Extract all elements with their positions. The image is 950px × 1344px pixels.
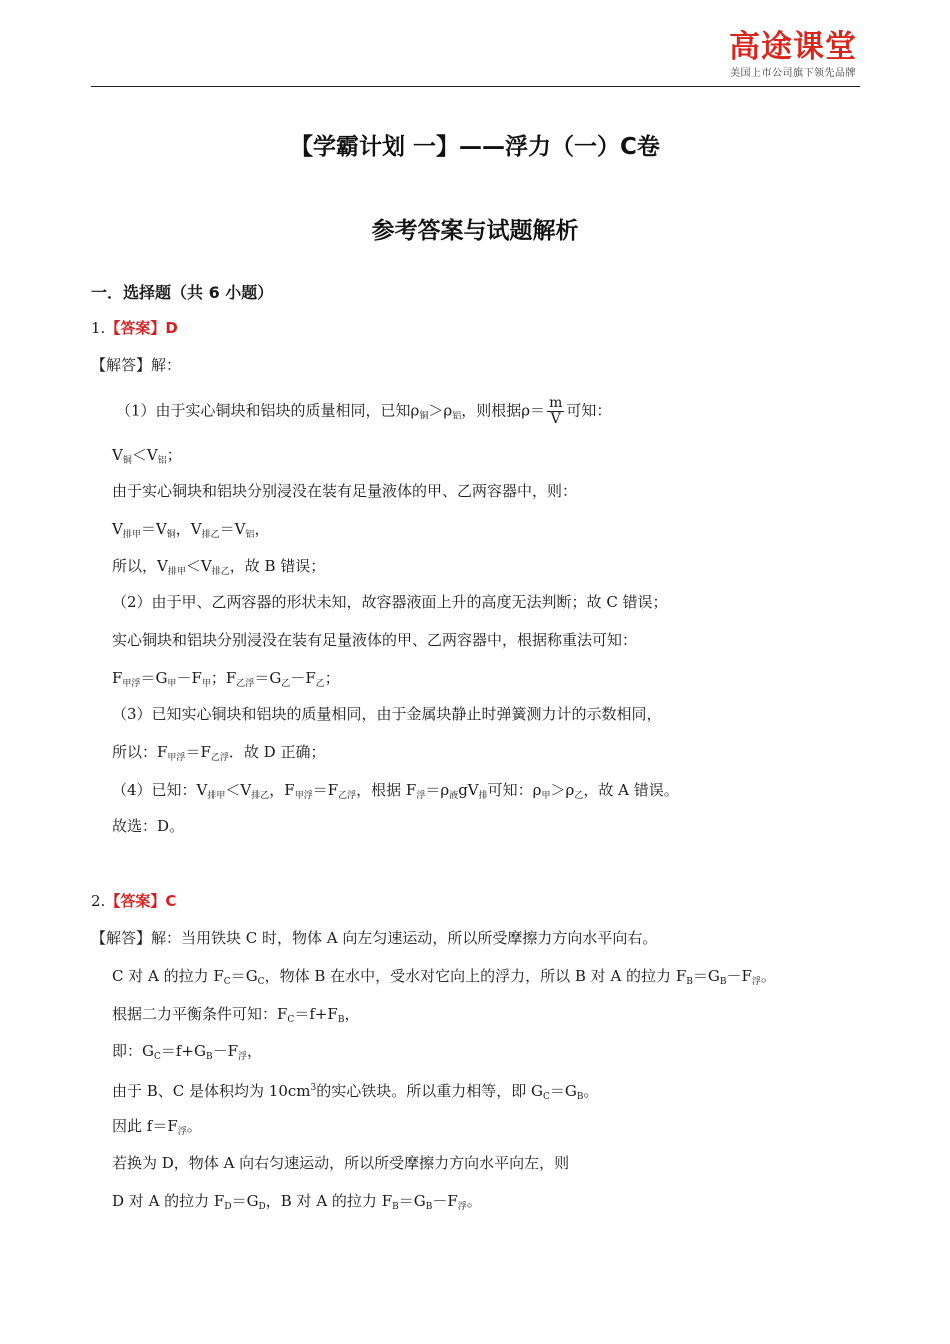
subscript: 浮 <box>177 1127 187 1137</box>
text: ＝G <box>549 1082 577 1100</box>
fraction-numerator: m <box>549 395 563 411</box>
subscript: B <box>337 1015 345 1025</box>
text: ＝V <box>219 520 246 538</box>
subscript: B <box>576 1092 584 1102</box>
subscript: 乙 <box>574 791 584 801</box>
text: 。 <box>583 1082 599 1100</box>
subscript: 浮 <box>416 791 426 801</box>
text: ＝F <box>312 781 339 799</box>
section-heading: 一．选择题（共 6 小题） <box>91 283 274 302</box>
q1-line-5 <box>112 556 325 582</box>
text: （4）已知：V <box>112 781 208 799</box>
text: ，V <box>175 520 202 538</box>
subscript: B <box>392 1202 399 1212</box>
text: 即：G <box>112 1042 154 1060</box>
subscript: C <box>223 977 231 987</box>
subscript: 浮 <box>751 977 761 987</box>
text: ＝G <box>692 967 720 985</box>
text: （1）由于实心铜块和铝块的质量相同，已知ρ <box>116 401 420 420</box>
subscript: 排乙 <box>201 530 220 540</box>
subscript: 铜 <box>419 411 429 422</box>
subscript: 铝 <box>245 530 255 540</box>
q2-line-3 <box>112 1004 359 1030</box>
q2-line-1: 【解答】解：当用铁块 C 时，物体 A 向左匀速运动，所以所受摩擦力方向水平向右。 <box>91 929 658 947</box>
q1-line-6: （2）由于甲、乙两容器的形状未知，故容器液面上升的高度无法判断；故 C 错误； <box>112 593 668 611</box>
subscript: B <box>425 1202 433 1212</box>
text: 。 <box>760 967 776 985</box>
subscript: 排甲 <box>207 791 226 801</box>
text: ＞ρ <box>550 781 575 799</box>
q1-line-9: （3）已知实心铜块和铝块的质量相同，由于金属块静止时弹簧测力计的示数相同， <box>112 705 662 723</box>
subscript: 乙 <box>281 679 291 689</box>
q2-line-4 <box>112 1041 262 1067</box>
subscript: 浮 <box>457 1202 467 1212</box>
text: V <box>112 446 123 464</box>
subscript: C <box>543 1092 550 1102</box>
q2-line-7: 若换为 D，物体 A 向右匀速运动，所以所受摩擦力方向水平向左，则 <box>112 1154 570 1172</box>
text: ＝ρ <box>425 781 450 799</box>
subscript: 排乙 <box>211 567 230 577</box>
text: ， <box>254 520 270 538</box>
text: ＜V <box>185 557 212 575</box>
text: ＜V <box>225 781 252 799</box>
q1-line-3: 由于实心铜块和铝块分别浸没在装有足量液体的甲、乙两容器中，则： <box>112 482 578 500</box>
text: 的实心铁块。所以重力相等，即 G <box>316 1082 544 1100</box>
q2-answer-value: C <box>165 892 177 910</box>
text: F <box>112 669 123 687</box>
text: ．故 D 正确； <box>228 743 326 761</box>
text: gV <box>458 781 479 799</box>
subscript: C <box>153 1052 161 1062</box>
text: 。 <box>466 1192 482 1210</box>
text: ，物体 B 在水中，受水对它向上的浮力，所以 B 对 A 的拉力 F <box>264 967 687 985</box>
subscript: B <box>686 977 693 987</box>
text: ＝F <box>185 743 211 761</box>
text: ＝G <box>254 669 282 687</box>
text: ＝G <box>398 1192 426 1210</box>
text: ； <box>166 446 182 464</box>
q2-answer-line <box>91 891 176 911</box>
text: ，根据 F <box>356 781 417 799</box>
subscript: 甲浮 <box>294 791 313 801</box>
q1-number: 1. <box>91 319 106 337</box>
text: ＝G <box>140 669 168 687</box>
subscript: 乙浮 <box>210 753 229 763</box>
text: 可知：ρ <box>487 781 542 799</box>
text: 。 <box>186 1117 202 1135</box>
document-subtitle: 参考答案与试题解析 <box>371 218 579 244</box>
text: ，B 对 A 的拉力 F <box>265 1192 393 1210</box>
subscript: C <box>287 1015 295 1025</box>
q2-number: 2. <box>91 892 106 910</box>
text: ；F <box>210 669 237 687</box>
q1-line-12: 故选：D。 <box>112 817 185 835</box>
fraction-denominator: V <box>550 411 561 427</box>
subscript: 乙浮 <box>236 679 255 689</box>
text: ＝G <box>231 1192 259 1210</box>
text: －F <box>290 669 316 687</box>
text: ＝f+G <box>160 1042 206 1060</box>
subscript: 铜 <box>122 456 132 466</box>
subscript: 铜 <box>166 530 176 540</box>
text: D 对 A 的拉力 F <box>112 1192 225 1210</box>
subscript: D <box>258 1202 266 1212</box>
subscript: 甲 <box>167 679 177 689</box>
header-divider <box>91 86 860 87</box>
text: ＜V <box>131 446 158 464</box>
text: －F <box>726 967 752 985</box>
text: C 对 A 的拉力 F <box>112 967 224 985</box>
q1-line-8 <box>112 668 340 694</box>
logo-tagline: 美国上市公司旗下领先品牌 <box>730 68 856 79</box>
text: ＝G <box>230 967 258 985</box>
subscript: B <box>205 1052 213 1062</box>
text: 由于 B、C 是体积均为 10cm <box>112 1082 311 1100</box>
q1-line-10 <box>112 742 325 768</box>
text: 因此 f＝F <box>112 1117 178 1135</box>
subscript: 排甲 <box>167 567 186 577</box>
subscript: 乙 <box>315 679 325 689</box>
q1-analysis-label: 【解答】解： <box>91 356 182 374</box>
text: －F <box>432 1192 458 1210</box>
text: ，F <box>269 781 295 799</box>
q2-line-6 <box>112 1116 202 1142</box>
q1-line-7: 实心铜块和铝块分别浸没在装有足量液体的甲、乙两容器中，根据称重法可知： <box>112 631 638 649</box>
text: 根据二力平衡条件可知：F <box>112 1005 288 1023</box>
text: －F <box>176 669 202 687</box>
subscript: 排乙 <box>251 791 270 801</box>
q1-line-4 <box>112 519 269 545</box>
density-fraction <box>547 396 564 427</box>
text: ， <box>344 1005 360 1023</box>
subscript: 浮 <box>238 1052 248 1062</box>
subscript: C <box>257 977 265 987</box>
subscript: 排甲 <box>122 530 141 540</box>
q1-line-2 <box>112 445 182 471</box>
brand-logo <box>728 30 858 81</box>
q1-line-1 <box>116 396 611 427</box>
subscript: 排 <box>478 791 488 801</box>
subscript: 甲 <box>201 679 211 689</box>
text: ，则根据ρ＝ <box>461 401 546 420</box>
q1-answer-line <box>91 318 178 338</box>
logo-text: 高途课堂 <box>729 29 857 65</box>
text: ； <box>324 669 340 687</box>
text: 可知： <box>566 401 612 420</box>
text: ＝V <box>140 520 167 538</box>
q1-answer-label: 【答案】 <box>105 319 166 337</box>
subscript: 液 <box>449 791 459 801</box>
text: 所以：F <box>112 743 168 761</box>
subscript: 铝 <box>452 411 462 422</box>
subscript: 甲浮 <box>167 753 186 763</box>
text: ＝f+F <box>294 1005 338 1023</box>
document-title: 【学霸计划 一】——浮力（一）C卷 <box>290 134 660 160</box>
q2-line-5 <box>112 1078 599 1107</box>
text: ， <box>247 1042 263 1060</box>
text: ，故 A 错误。 <box>583 781 679 799</box>
subscript: 乙浮 <box>338 791 357 801</box>
text: ＞ρ <box>428 401 453 420</box>
q1-line-11 <box>112 780 679 806</box>
subscript: 铝 <box>157 456 167 466</box>
subscript: B <box>719 977 727 987</box>
text: ，故 B 错误； <box>229 557 326 575</box>
superscript: 3 <box>310 1083 317 1093</box>
text: 所以，V <box>112 557 168 575</box>
q2-line-8 <box>112 1191 482 1217</box>
text: V <box>112 520 123 538</box>
subscript: 甲 <box>541 791 551 801</box>
q2-line-2 <box>112 966 776 992</box>
q2-answer-label: 【答案】 <box>105 892 166 910</box>
q1-answer-value: D <box>165 319 178 337</box>
subscript: 甲浮 <box>122 679 141 689</box>
subscript: D <box>224 1202 232 1212</box>
text: －F <box>212 1042 239 1060</box>
